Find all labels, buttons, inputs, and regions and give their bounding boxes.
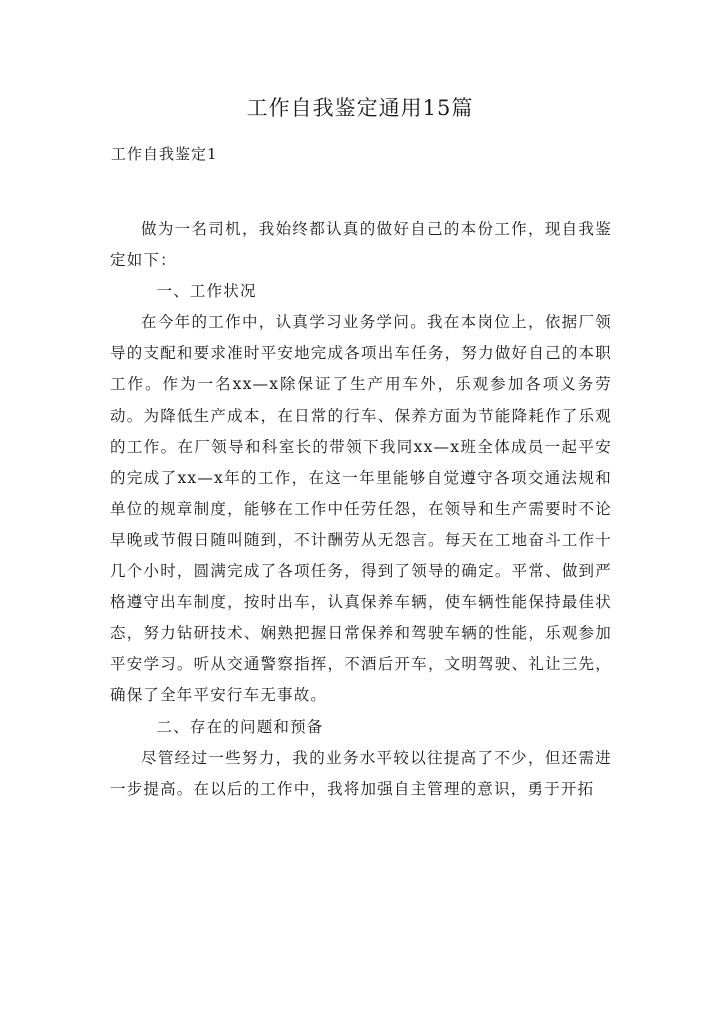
paragraph: 尽管经过一些努力，我的业务水平较以往提高了不少，但还需进一步提高。在以后的工作中，我将加强自主管理的意识，勇于开拓	[110, 748, 612, 798]
paragraph: 做为一名司机，我始终都认真的做好自己的本份工作，现自我鉴定如下：	[110, 220, 612, 270]
document-body	[110, 214, 612, 805]
section-title: 工作自我鉴定1	[111, 145, 218, 163]
paragraph: 在今年的工作中，认真学习业务学问。我在本岗位上，依据厂领导的支配和要求准时平安地完成各项出车任务，努力做好自己的本职工作。作为一名xx—x除保证了生产用车外，乐观参加各项义务劳动。为降低生产成本，在日常的行车、保养方面为节能降耗作了乐观的工作。在厂领导和科室长的带领下我同xx—x班全体成员一起平安的完成了xx—x年的工作，在这一年里能够自觉遵守各项交通法规和单位的规章制度，能够在工作中任劳任怨，在领导和生产需要时不论早晚或节假日随叫随到，不计酬劳从无怨言。每天在工地奋斗工作十几个小时，圆满完成了各项任务，得到了领导的确定。平常、做到严格遵守出车制度，按时出车，认真保养车辆，使车辆性能保持最佳状态，努力钻研技术、娴熟把握日常保养和驾驶车辆的性能，乐观参加平安学习。听从交通警察指挥，不酒后开车，文明驾驶、礼让三先，确保了全年平安行车无事故。	[110, 313, 612, 705]
subheading: 一、工作状况	[156, 282, 257, 301]
subheading: 二、存在的问题和预备	[156, 717, 324, 736]
document-title: 工作自我鉴定通用15篇	[246, 96, 474, 120]
